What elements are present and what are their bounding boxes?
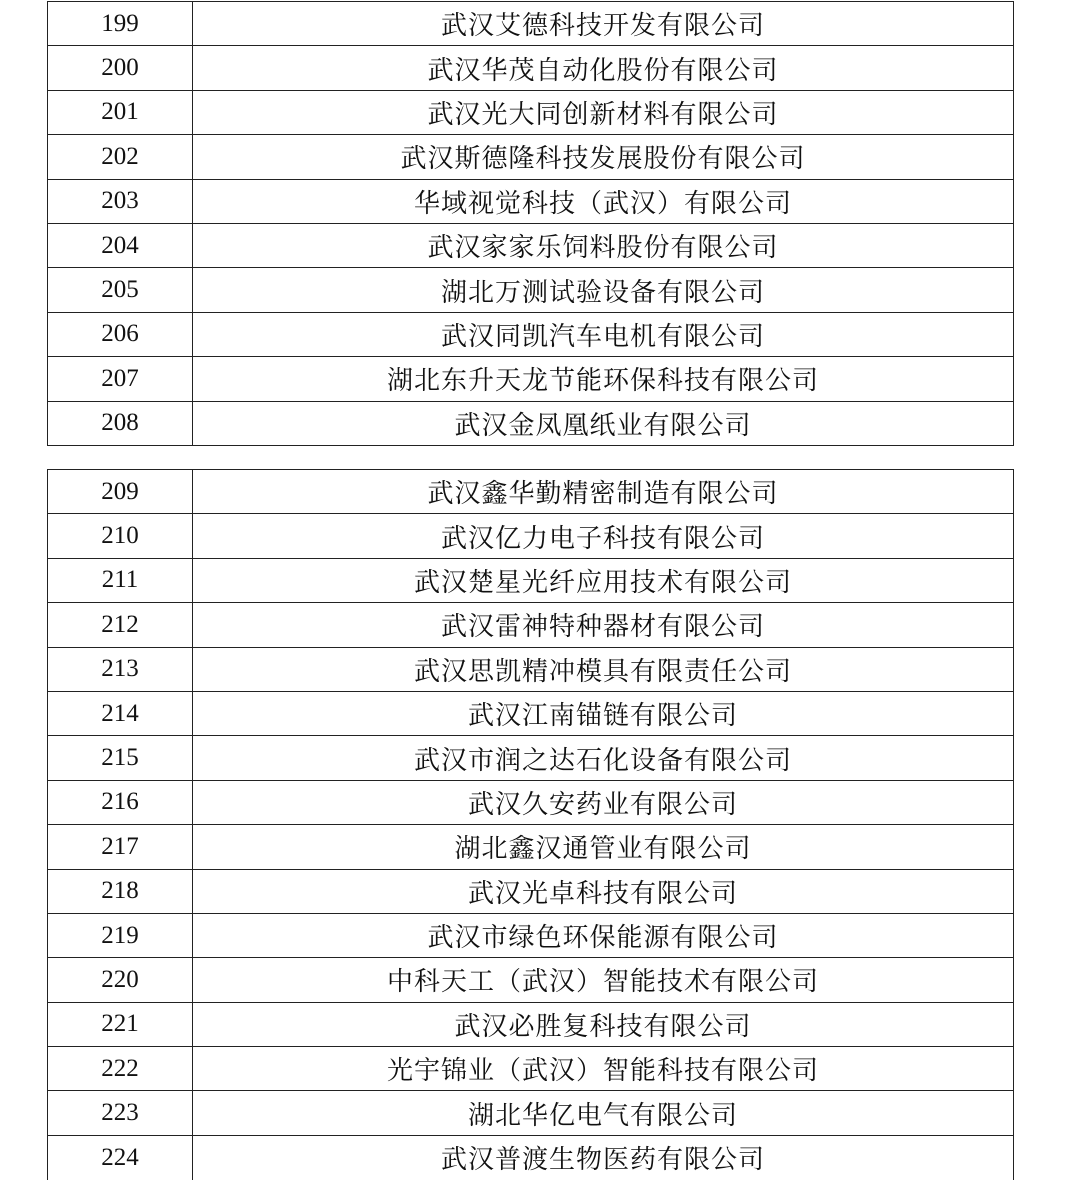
table-row: [48, 913, 1014, 957]
table-row: [48, 1047, 1014, 1091]
company-name: 湖北东升天龙节能环保科技有限公司: [193, 357, 1014, 401]
row-number: 216: [48, 780, 193, 824]
company-name: 武汉艾德科技开发有限公司: [193, 2, 1014, 46]
company-name: 湖北华亿电气有限公司: [193, 1091, 1014, 1135]
table-row: [48, 312, 1014, 356]
company-name: 华域视觉科技（武汉）有限公司: [193, 179, 1014, 223]
company-name: 武汉金凤凰纸业有限公司: [193, 401, 1014, 445]
company-name: 中科天工（武汉）智能技术有限公司: [193, 958, 1014, 1002]
table-row: [48, 514, 1014, 558]
company-table-upper: [47, 1, 1014, 446]
table-row: [48, 780, 1014, 824]
company-name: 武汉雷神特种器材有限公司: [193, 603, 1014, 647]
row-number: 218: [48, 869, 193, 913]
table-row: [48, 1135, 1014, 1179]
table-row: [48, 736, 1014, 780]
row-number: 205: [48, 268, 193, 312]
company-name: 武汉江南锚链有限公司: [193, 691, 1014, 735]
row-number: 209: [48, 470, 193, 514]
row-number: 220: [48, 958, 193, 1002]
company-name: 武汉光大同创新材料有限公司: [193, 90, 1014, 134]
row-number: 224: [48, 1135, 193, 1179]
company-name: 武汉光卓科技有限公司: [193, 869, 1014, 913]
table-row: [48, 223, 1014, 267]
row-number: 213: [48, 647, 193, 691]
table-row: [48, 179, 1014, 223]
row-number: 199: [48, 2, 193, 46]
table-row: [48, 869, 1014, 913]
company-name: 湖北鑫汉通管业有限公司: [193, 825, 1014, 869]
row-number: 206: [48, 312, 193, 356]
table-row: [48, 1091, 1014, 1135]
company-name: 武汉久安药业有限公司: [193, 780, 1014, 824]
company-name: 武汉华茂自动化股份有限公司: [193, 46, 1014, 90]
company-table-lower: [47, 469, 1014, 1180]
company-name: 光宇锦业（武汉）智能科技有限公司: [193, 1047, 1014, 1091]
table-row: [48, 401, 1014, 445]
company-name: 湖北万测试验设备有限公司: [193, 268, 1014, 312]
table-row: [48, 558, 1014, 602]
table-row: [48, 90, 1014, 134]
table-row: [48, 2, 1014, 46]
row-number: 210: [48, 514, 193, 558]
row-number: 207: [48, 357, 193, 401]
row-number: 202: [48, 135, 193, 179]
row-number: 203: [48, 179, 193, 223]
company-name: 武汉市润之达石化设备有限公司: [193, 736, 1014, 780]
table-row: [48, 135, 1014, 179]
company-name: 武汉家家乐饲料股份有限公司: [193, 223, 1014, 267]
company-name: 武汉思凯精冲模具有限责任公司: [193, 647, 1014, 691]
table-row: [48, 46, 1014, 90]
row-number: 204: [48, 223, 193, 267]
company-name: 武汉必胜复科技有限公司: [193, 1002, 1014, 1046]
table-row: [48, 1002, 1014, 1046]
company-name: 武汉鑫华勤精密制造有限公司: [193, 470, 1014, 514]
table-row: [48, 691, 1014, 735]
table-row: [48, 268, 1014, 312]
row-number: 221: [48, 1002, 193, 1046]
row-number: 219: [48, 913, 193, 957]
row-number: 217: [48, 825, 193, 869]
row-number: 211: [48, 558, 193, 602]
company-name: 武汉普渡生物医药有限公司: [193, 1135, 1014, 1179]
table-row: [48, 647, 1014, 691]
table-row: [48, 825, 1014, 869]
company-name: 武汉亿力电子科技有限公司: [193, 514, 1014, 558]
row-number: 223: [48, 1091, 193, 1135]
table-row: [48, 470, 1014, 514]
row-number: 201: [48, 90, 193, 134]
company-name: 武汉同凯汽车电机有限公司: [193, 312, 1014, 356]
company-name: 武汉市绿色环保能源有限公司: [193, 913, 1014, 957]
table-row: [48, 603, 1014, 647]
row-number: 200: [48, 46, 193, 90]
table-row: [48, 958, 1014, 1002]
row-number: 214: [48, 691, 193, 735]
row-number: 222: [48, 1047, 193, 1091]
row-number: 215: [48, 736, 193, 780]
table-row: [48, 357, 1014, 401]
company-name: 武汉楚星光纤应用技术有限公司: [193, 558, 1014, 602]
row-number: 208: [48, 401, 193, 445]
company-name: 武汉斯德隆科技发展股份有限公司: [193, 135, 1014, 179]
row-number: 212: [48, 603, 193, 647]
